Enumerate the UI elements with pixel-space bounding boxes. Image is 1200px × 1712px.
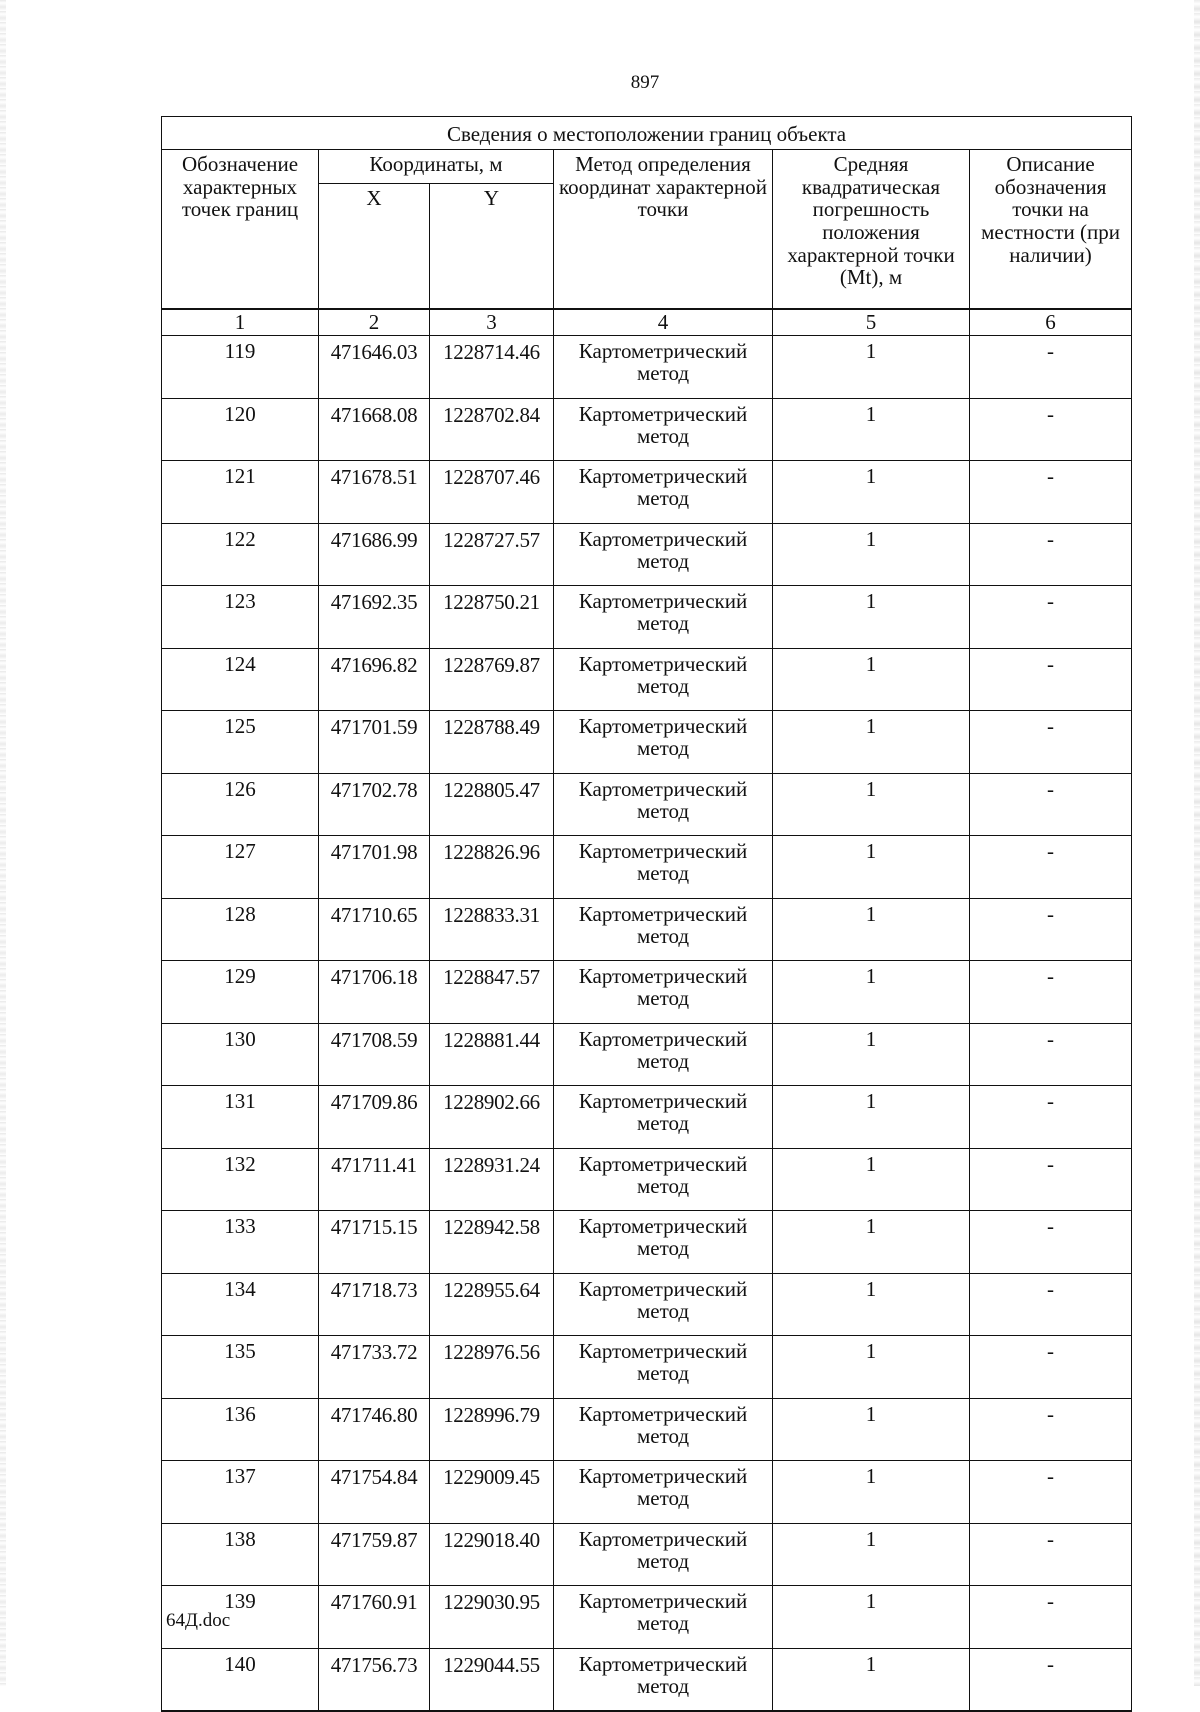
cell-y: 1228942.58 [430, 1211, 554, 1274]
table-row [162, 836, 1132, 899]
cell-x: 471702.78 [319, 773, 430, 836]
cell-x: 471696.82 [319, 648, 430, 711]
cell-error: 1 [773, 1398, 970, 1461]
table-row [162, 523, 1132, 586]
cell-point: 130 [162, 1023, 319, 1086]
column-number: 1 [162, 309, 319, 336]
cell-y: 1229018.40 [430, 1523, 554, 1586]
cell-point: 125 [162, 711, 319, 774]
table-row [162, 461, 1132, 524]
cell-method: Картометрический метод [554, 898, 773, 961]
cell-point: 132 [162, 1148, 319, 1211]
cell-description: - [970, 711, 1132, 774]
cell-y: 1228707.46 [430, 461, 554, 524]
cell-point: 137 [162, 1461, 319, 1524]
cell-y: 1228805.47 [430, 773, 554, 836]
table-caption: Сведения о местоположении границ объекта [162, 117, 1132, 150]
cell-point: 123 [162, 586, 319, 649]
cell-description: - [970, 398, 1132, 461]
cell-method: Картометрический метод [554, 1586, 773, 1649]
cell-error: 1 [773, 1086, 970, 1149]
cell-error: 1 [773, 1648, 970, 1711]
table-row [162, 648, 1132, 711]
cell-description: - [970, 1023, 1132, 1086]
cell-point: 119 [162, 336, 319, 399]
cell-method: Картометрический метод [554, 461, 773, 524]
cell-point: 140 [162, 1648, 319, 1711]
cell-description: - [970, 523, 1132, 586]
cell-error: 1 [773, 336, 970, 399]
cell-x: 471678.51 [319, 461, 430, 524]
cell-y: 1228955.64 [430, 1273, 554, 1336]
cell-y: 1228769.87 [430, 648, 554, 711]
cell-x: 471701.59 [319, 711, 430, 774]
cell-point: 131 [162, 1086, 319, 1149]
cell-error: 1 [773, 1586, 970, 1649]
cell-y: 1228881.44 [430, 1023, 554, 1086]
scan-edge-right [1194, 0, 1200, 1686]
cell-y: 1228976.56 [430, 1336, 554, 1399]
cell-method: Картометрический метод [554, 398, 773, 461]
cell-description: - [970, 336, 1132, 399]
cell-x: 471710.65 [319, 898, 430, 961]
cell-y: 1228833.31 [430, 898, 554, 961]
cell-point: 128 [162, 898, 319, 961]
cell-x: 471715.15 [319, 1211, 430, 1274]
cell-y: 1228847.57 [430, 961, 554, 1024]
cell-error: 1 [773, 711, 970, 774]
column-number: 2 [319, 309, 430, 336]
cell-x: 471718.73 [319, 1273, 430, 1336]
table-row [162, 1023, 1132, 1086]
cell-method: Картометрический метод [554, 523, 773, 586]
table-row [162, 711, 1132, 774]
cell-description: - [970, 1148, 1132, 1211]
cell-y: 1229009.45 [430, 1461, 554, 1524]
cell-error: 1 [773, 461, 970, 524]
header-x: X [319, 184, 430, 310]
table-row [162, 1336, 1132, 1399]
cell-description: - [970, 773, 1132, 836]
table-row [162, 1148, 1132, 1211]
header-mean-square-error: Средняя квадратическая погрешность положения характерной точки (Mt), м [773, 150, 970, 310]
cell-description: - [970, 1336, 1132, 1399]
header-y: Y [430, 184, 554, 310]
cell-method: Картометрический метод [554, 1398, 773, 1461]
cell-method: Картометрический метод [554, 1461, 773, 1524]
cell-method: Картометрический метод [554, 1648, 773, 1711]
cell-method: Картометрический метод [554, 1211, 773, 1274]
cell-method: Картометрический метод [554, 1336, 773, 1399]
cell-error: 1 [773, 1273, 970, 1336]
cell-description: - [970, 586, 1132, 649]
column-number: 4 [554, 309, 773, 336]
table-row [162, 398, 1132, 461]
table-row [162, 1523, 1132, 1586]
cell-description: - [970, 961, 1132, 1024]
cell-method: Картометрический метод [554, 1086, 773, 1149]
cell-error: 1 [773, 586, 970, 649]
cell-x: 471756.73 [319, 1648, 430, 1711]
cell-description: - [970, 898, 1132, 961]
cell-y: 1228788.49 [430, 711, 554, 774]
cell-point: 122 [162, 523, 319, 586]
cell-y: 1228931.24 [430, 1148, 554, 1211]
cell-y: 1228727.57 [430, 523, 554, 586]
cell-error: 1 [773, 1523, 970, 1586]
cell-method: Картометрический метод [554, 773, 773, 836]
cell-y: 1229030.95 [430, 1586, 554, 1649]
cell-method: Картометрический метод [554, 336, 773, 399]
table-row [162, 1086, 1132, 1149]
cell-x: 471709.86 [319, 1086, 430, 1149]
table-row [162, 1648, 1132, 1711]
cell-y: 1228826.96 [430, 836, 554, 899]
cell-y: 1228750.21 [430, 586, 554, 649]
cell-error: 1 [773, 836, 970, 899]
cell-x: 471711.41 [319, 1148, 430, 1211]
cell-description: - [970, 1586, 1132, 1649]
table-row [162, 1586, 1132, 1649]
cell-error: 1 [773, 773, 970, 836]
cell-y: 1228714.46 [430, 336, 554, 399]
cell-description: - [970, 1211, 1132, 1274]
header-coordinates: Координаты, м [319, 150, 554, 184]
cell-method: Картометрический метод [554, 648, 773, 711]
cell-x: 471760.91 [319, 1586, 430, 1649]
boundary-coordinates-table [161, 116, 1132, 1712]
cell-error: 1 [773, 523, 970, 586]
cell-point: 139 [162, 1586, 319, 1649]
cell-method: Картометрический метод [554, 961, 773, 1024]
cell-point: 136 [162, 1398, 319, 1461]
cell-method: Картометрический метод [554, 1148, 773, 1211]
table-row [162, 1461, 1132, 1524]
cell-x: 471733.72 [319, 1336, 430, 1399]
cell-point: 129 [162, 961, 319, 1024]
table-row [162, 1211, 1132, 1274]
table-row [162, 773, 1132, 836]
cell-description: - [970, 1648, 1132, 1711]
table-body [162, 336, 1132, 1712]
cell-point: 126 [162, 773, 319, 836]
cell-y: 1228902.66 [430, 1086, 554, 1149]
cell-x: 471759.87 [319, 1523, 430, 1586]
header-method: Метод определения координат характерной точки [554, 150, 773, 310]
cell-error: 1 [773, 961, 970, 1024]
cell-description: - [970, 1398, 1132, 1461]
cell-error: 1 [773, 1023, 970, 1086]
cell-x: 471754.84 [319, 1461, 430, 1524]
cell-x: 471668.08 [319, 398, 430, 461]
cell-method: Картометрический метод [554, 1023, 773, 1086]
table-row [162, 898, 1132, 961]
cell-x: 471686.99 [319, 523, 430, 586]
cell-x: 471708.59 [319, 1023, 430, 1086]
cell-description: - [970, 836, 1132, 899]
cell-y: 1228996.79 [430, 1398, 554, 1461]
cell-method: Картометрический метод [554, 1523, 773, 1586]
cell-point: 121 [162, 461, 319, 524]
table-row [162, 961, 1132, 1024]
cell-error: 1 [773, 1336, 970, 1399]
cell-error: 1 [773, 1211, 970, 1274]
column-number: 5 [773, 309, 970, 336]
cell-error: 1 [773, 1148, 970, 1211]
table-row [162, 586, 1132, 649]
cell-x: 471746.80 [319, 1398, 430, 1461]
cell-error: 1 [773, 898, 970, 961]
cell-error: 1 [773, 1461, 970, 1524]
header-point-designation: Обозначение характерных точек границ [162, 150, 319, 310]
cell-point: 134 [162, 1273, 319, 1336]
cell-y: 1228702.84 [430, 398, 554, 461]
cell-y: 1229044.55 [430, 1648, 554, 1711]
column-number: 3 [430, 309, 554, 336]
cell-x: 471646.03 [319, 336, 430, 399]
cell-description: - [970, 461, 1132, 524]
cell-x: 471692.35 [319, 586, 430, 649]
page-number: 897 [630, 72, 660, 93]
scan-edge-left [0, 0, 6, 1686]
cell-method: Картометрический метод [554, 586, 773, 649]
cell-method: Картометрический метод [554, 711, 773, 774]
header-description: Описание обозначения точки на местности (при наличии) [970, 150, 1132, 310]
table-row [162, 1273, 1132, 1336]
cell-description: - [970, 1273, 1132, 1336]
table-row [162, 336, 1132, 399]
cell-point: 133 [162, 1211, 319, 1274]
column-number: 6 [970, 309, 1132, 336]
cell-method: Картометрический метод [554, 1273, 773, 1336]
cell-point: 124 [162, 648, 319, 711]
table-row [162, 1398, 1132, 1461]
cell-description: - [970, 1523, 1132, 1586]
cell-description: - [970, 1461, 1132, 1524]
cell-point: 120 [162, 398, 319, 461]
cell-point: 127 [162, 836, 319, 899]
cell-method: Картометрический метод [554, 836, 773, 899]
cell-error: 1 [773, 398, 970, 461]
cell-description: - [970, 648, 1132, 711]
cell-description: - [970, 1086, 1132, 1149]
cell-x: 471706.18 [319, 961, 430, 1024]
cell-point: 138 [162, 1523, 319, 1586]
footer-filename: 64Д.doc [166, 1610, 231, 1631]
cell-error: 1 [773, 648, 970, 711]
cell-point: 135 [162, 1336, 319, 1399]
cell-x: 471701.98 [319, 836, 430, 899]
